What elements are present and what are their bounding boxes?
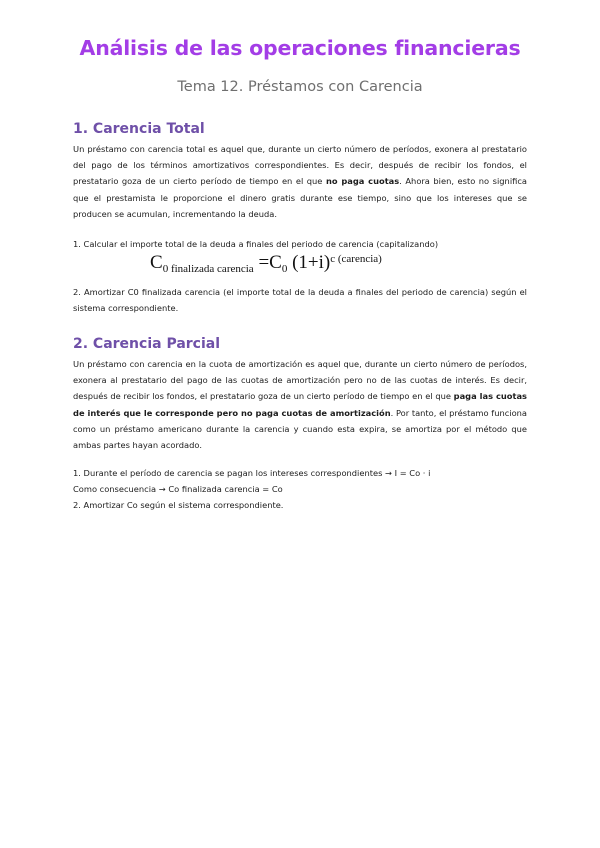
formula-equals-c: =C [253, 252, 282, 273]
section1-paragraph-text-2: . Ahora bien, esto no significa que el prestamista le proporcione el dinero gratis durante ese tiempo, sino que los intereses que se producen se acumulan, incrementando la deuda. [73, 176, 527, 219]
section2-line1: 1. Durante el período de carencia se pagan los intereses correspondientes → I = Co · i [73, 468, 431, 478]
capitalization-formula [150, 252, 382, 275]
section1-paragraph [73, 141, 527, 222]
formula-parenthesis: (1+i) [287, 252, 331, 273]
section2-line2: Como consecuencia → Co finalizada carencia = Co [73, 484, 283, 494]
section2-paragraph-text-2: . Por tanto, el préstamo funciona como un préstamo americano durante la carencia y cuando esta expira, se amortiza por el método que ambas partes hayan acordado. [73, 407, 527, 451]
section2-paragraph-bold: paga las cuotas de interés que le corresponde pero no paga cuotas de amortización [73, 391, 527, 418]
document-subtitle: Tema 12. Préstamos con Carencia [177, 79, 423, 95]
formula-lhs-subscript: 0 finalizada carencia [162, 263, 254, 275]
section1-paragraph-text-1: Un préstamo con carencia total es aquel que, durante un cierto número de períodos, exonera al prestatario del pago de los términos amortizativos correspondientes. Es decir, después de recibir los fondos, el prestatario goza de un cierto período de tiempo en el que [73, 144, 527, 187]
formula-exponent: c (carencia) [330, 253, 382, 265]
section2-paragraph [73, 356, 527, 453]
formula-lhs: C [150, 252, 163, 273]
section1-paragraph-bold: no paga cuotas [325, 176, 400, 187]
section-heading-carencia-total: 1. Carencia Total [73, 121, 205, 137]
section2-paragraph-text-1: Un préstamo con carencia en la cuota de amortización es aquel que, durante un cierto número de períodos, exonera al prestatario del pago de las cuotas de amortización pero no de las cuotas de interés. Es decir, después de recibir los fondos, el prestatario goza de un cierto período de tiempo en el que [73, 359, 527, 402]
formula-c0-subscript: 0 [281, 263, 288, 275]
section1-step2: 2. Amortizar C0 finalizada carencia (el importe total de la deuda a finales del periodo de carencia) según el sistema correspondiente. [73, 287, 527, 314]
document-title: Análisis de las operaciones financieras [79, 36, 521, 60]
section-heading-carencia-parcial: 2. Carencia Parcial [73, 336, 221, 352]
section1-step1: 1. Calcular el importe total de la deuda a finales del periodo de carencia (capitalizando) [73, 239, 439, 249]
section2-line3: 2. Amortizar Co según el sistema correspondiente. [73, 500, 284, 510]
